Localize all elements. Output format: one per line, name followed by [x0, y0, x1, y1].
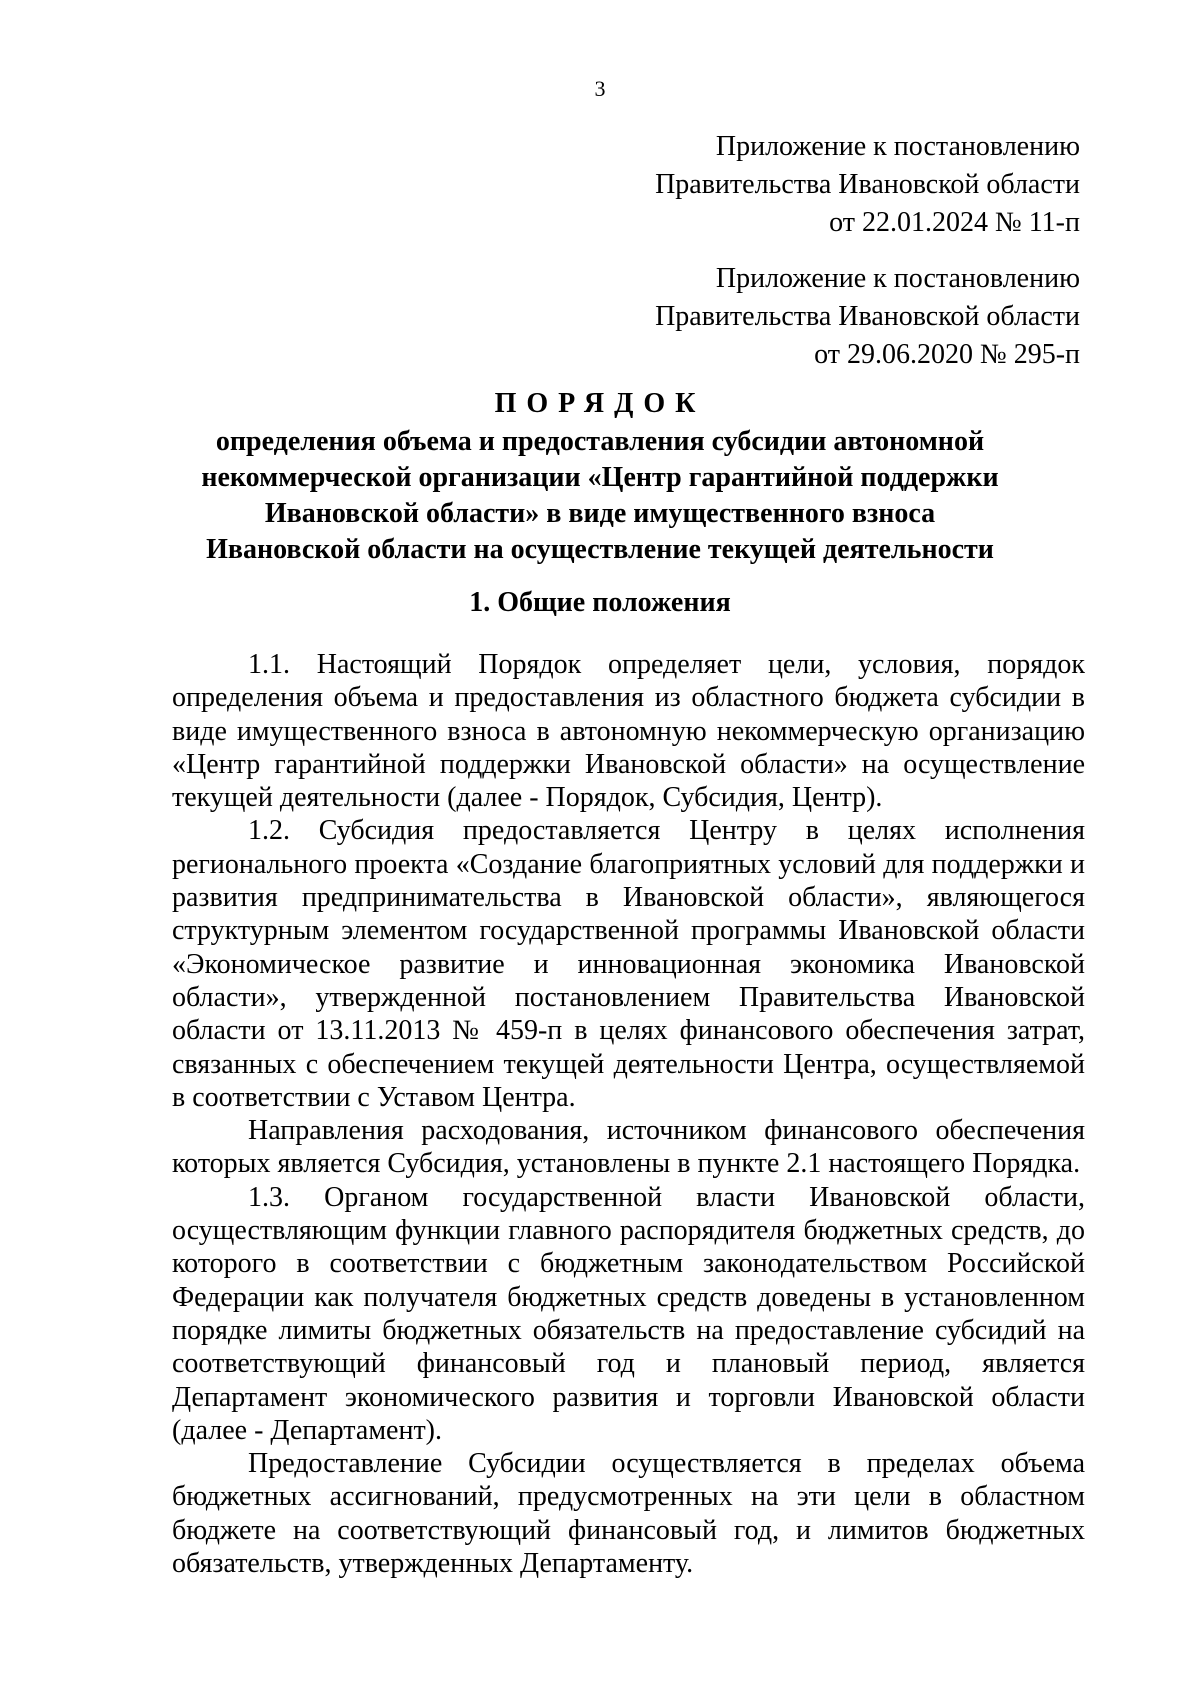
subtitle-line-1: определения объема и предоставления субсидии автономной [215, 426, 985, 457]
annex-original-line-1: Приложение к постановлению [715, 263, 1080, 294]
paragraph-1-2: 1.2. Субсидия предоставляется Центру в целях исполнения регионального проекта «Создание благоприятных условий для поддержки и развития предпринимательства в Ивановской области», являющегося структурным элементом государственной программы Ивановской области «Экономическое развитие и инновационная экономика Ивановской области», утвержденной постановлением Правительства Ивановской области от 13.11.2013 № 459-п в целях финансового обеспечения затрат, связанных с обеспечением текущей деятельности Центра, осуществляемой в соответствии с Уставом Центра. [172, 815, 1085, 1113]
paragraph-directions: Направления расходования, источником финансового обеспечения которых является Субсидия, установлены в пункте 2.1 настоящего Порядка. [172, 1115, 1085, 1180]
subtitle-line-2: некоммерческой организации «Центр гарантийной поддержки [201, 462, 999, 493]
page-number: 3 [594, 76, 606, 101]
annex-original-line-2: Правительства Ивановской области [655, 301, 1080, 332]
annex-current-line-1: Приложение к постановлению [715, 131, 1080, 162]
subtitle-line-3: Ивановской области» в виде имущественного взноса [264, 498, 936, 529]
paragraph-1-1: 1.1. Настоящий Порядок определяет цели, условия, порядок определения объема и предоставления из областного бюджета субсидии в виде имущественного взноса в автономную некоммерческую организацию «Центр гарантийной поддержки Ивановской области» на осуществление текущей деятельности (далее - Порядок, Субсидия, Центр). [172, 649, 1085, 814]
paragraph-1-3: 1.3. Органом государственной власти Ивановской области, осуществляющим функции главного распорядителя бюджетных средств, до которого в соответствии с бюджетным законодательством Российской Федерации как получателя бюджетных средств доведены в установленном порядке лимиты бюджетных обязательств на предоставление субсидий на соответствующий финансовый год и плановый период, является Департамент экономического развития и торговли Ивановской области (далее - Департамент). [172, 1181, 1085, 1446]
document-title: ПОРЯДОК [494, 388, 706, 419]
annex-current-block [520, 128, 1080, 242]
annex-current-line-2: Правительства Ивановской области [655, 169, 1080, 200]
annex-current-line-3: от 22.01.2024 № 11-п [829, 207, 1080, 238]
body-text [172, 648, 1085, 1580]
annex-original-block [520, 260, 1080, 374]
document-subtitle [150, 424, 1050, 568]
annex-original-line-3: от 29.06.2020 № 295-п [814, 339, 1080, 370]
subtitle-line-4: Ивановской области на осуществление текущей деятельности [206, 534, 994, 565]
section-heading: 1. Общие положения [469, 587, 731, 618]
paragraph-provision: Предоставление Субсидии осуществляется в пределах объема бюджетных ассигнований, предусмотренных на эти цели в областном бюджете на соответствующий финансовый год, и лимитов бюджетных обязательств, утвержденных Департаменту. [172, 1448, 1085, 1580]
